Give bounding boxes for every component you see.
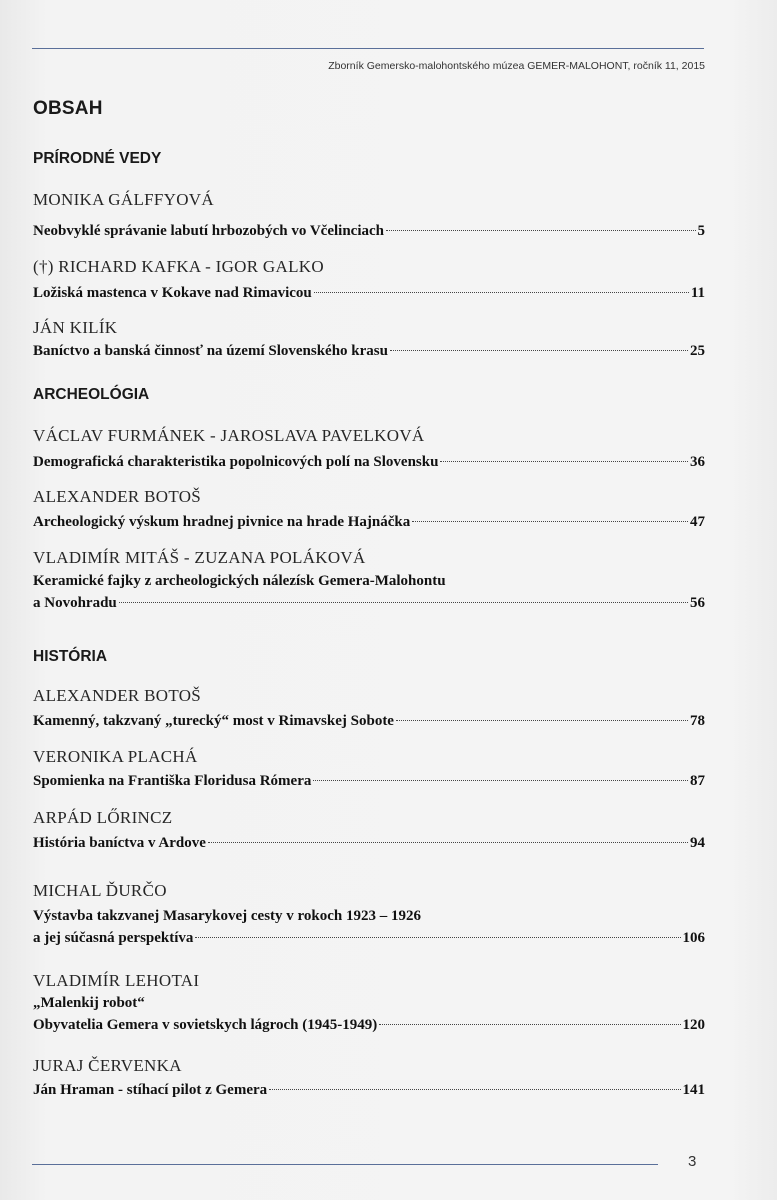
entry-page-number: 11 [690, 285, 705, 301]
entry-title: Ján Hraman - stíhací pilot z Gemera [33, 1082, 268, 1098]
entry-title: Archeologický výskum hradnej pivnice na hrade Hajnáčka [33, 514, 411, 530]
section-title-archeologia: ARCHEOLÓGIA [33, 386, 150, 403]
dot-leader [313, 780, 688, 781]
toc-entry[interactable] [33, 511, 705, 533]
toc-entry[interactable] [33, 905, 705, 949]
toc-entry[interactable] [33, 992, 705, 1036]
toc-entry[interactable] [33, 340, 705, 362]
dot-leader [195, 937, 680, 938]
entry-author: VLADIMÍR LEHOTAI [33, 971, 200, 990]
entry-page-number: 141 [682, 1082, 705, 1098]
toc-title: OBSAH [33, 98, 103, 119]
entry-title-continued: a Novohradu [33, 595, 117, 611]
entry-title-continued: a jej súčasná perspektíva [33, 930, 194, 946]
entry-title: História baníctva v Ardove [33, 835, 206, 851]
entry-page-number: 47 [690, 514, 705, 530]
dot-leader [412, 521, 688, 522]
entry-author: ARPÁD LŐRINCZ [33, 808, 173, 827]
entry-page-number: 25 [690, 343, 705, 359]
entry-author: VLADIMÍR MITÁŠ - ZUZANA POLÁKOVÁ [33, 548, 366, 567]
dot-leader [396, 720, 688, 721]
dot-leader [440, 461, 688, 462]
entry-author: MONIKA GÁLFFYOVÁ [33, 190, 214, 209]
dot-leader [379, 1024, 680, 1025]
toc-entry[interactable] [33, 220, 705, 242]
running-header: Zborník Gemersko-malohontského múzea GEMER-MALOHONT, ročník 11, 2015 [328, 60, 705, 72]
entry-author: MICHAL ĎURČO [33, 881, 167, 900]
entry-author: JURAJ ČERVENKA [33, 1056, 182, 1075]
footer-rule [32, 1164, 658, 1165]
dot-leader [314, 292, 689, 293]
entry-author: VÁCLAV FURMÁNEK - JAROSLAVA PAVELKOVÁ [33, 426, 425, 445]
entry-page-number: 78 [690, 713, 705, 729]
header-rule [32, 48, 704, 49]
entry-title: Výstavba takzvanej Masarykovej cesty v rokoch 1923 – 1926 [33, 908, 422, 924]
toc-entry[interactable] [33, 832, 705, 854]
entry-title: Ložiská mastenca v Kokave nad Rimavicou [33, 285, 312, 301]
entry-title: Spomienka na Františka Floridusa Rómera [33, 773, 312, 789]
entry-author: JÁN KILÍK [33, 318, 118, 337]
toc-entry[interactable] [33, 282, 705, 304]
entry-page-number: 56 [690, 595, 705, 611]
entry-page-number: 106 [682, 930, 705, 946]
entry-title: Kamenný, takzvaný „turecký“ most v Rimavskej Sobote [33, 713, 394, 729]
entry-author: ALEXANDER BOTOŠ [33, 686, 202, 705]
entry-page-number: 94 [690, 835, 705, 851]
dot-leader [208, 842, 688, 843]
entry-page-number: 120 [682, 1017, 705, 1033]
entry-page-number: 87 [690, 773, 705, 789]
toc-entry[interactable] [33, 710, 705, 732]
dot-leader [119, 602, 688, 603]
toc-entry[interactable] [33, 770, 705, 792]
entry-title: Demografická charakteristika popolnicových polí na Slovensku [33, 454, 439, 470]
entry-page-number: 5 [697, 223, 705, 239]
section-title-prirodne-vedy: PRÍRODNÉ VEDY [33, 150, 162, 167]
entry-title: „Malenkij robot“ [33, 995, 145, 1011]
toc-entry[interactable] [33, 1079, 705, 1101]
entry-page-number: 36 [690, 454, 705, 470]
dot-leader [390, 350, 688, 351]
entry-title: Keramické fajky z archeologických nálezísk Gemera-Malohontu [33, 573, 446, 589]
dot-leader [269, 1089, 680, 1090]
entry-author: VERONIKA PLACHÁ [33, 747, 198, 766]
toc-entry[interactable] [33, 451, 705, 473]
entry-title: Baníctvo a banská činnosť na území Slovenského krasu [33, 343, 388, 359]
entry-title-continued: Obyvatelia Gemera v sovietskych lágroch (1945-1949) [33, 1017, 378, 1033]
toc-entry[interactable] [33, 570, 705, 614]
entry-author: (†) RICHARD KAFKA - IGOR GALKO [33, 257, 324, 276]
entry-author: ALEXANDER BOTOŠ [33, 487, 202, 506]
dot-leader [386, 230, 696, 231]
page-number: 3 [688, 1153, 697, 1170]
entry-title: Neobvyklé správanie labutí hrbozobých vo Včelinciach [33, 223, 384, 239]
section-title-historia: HISTÓRIA [33, 648, 108, 665]
